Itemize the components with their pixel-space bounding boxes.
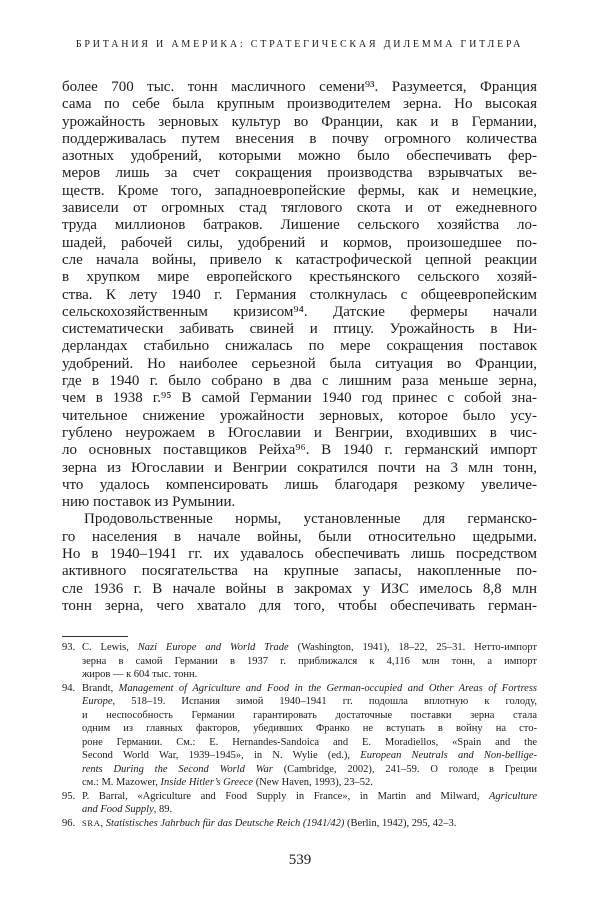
footnote-text: , <box>100 817 106 829</box>
footnote-line <box>82 668 537 682</box>
footnote-text: , 89. <box>153 804 173 815</box>
body-line: азотных удобрений, которыми можно было обеспечивать фер- <box>62 148 537 165</box>
footnote-line <box>82 682 537 696</box>
paragraph <box>62 79 537 511</box>
footnote-text: (Berlin, 1942), 295, 42–3. <box>344 817 457 829</box>
body-line: ло основных поставщиков Рейха⁹⁶. В 1940 г. германский импорт <box>62 442 537 459</box>
running-head: БРИТАНИЯ И АМЕРИКА: СТРАТЕГИЧЕСКАЯ ДИЛЕММА ГИТЛЕРА <box>75 39 524 50</box>
footnote-separator <box>62 636 128 637</box>
body-line: сельскохозяйственным кризисом⁹⁴. Датские фермеры начали <box>62 303 537 320</box>
main-text <box>62 79 537 615</box>
body-line: урожайность зерновых культур во Франции, как и в Германии, <box>62 113 537 130</box>
body-line: труда миллионов батраков. Лишение сельского хозяйства ло- <box>62 217 537 234</box>
footnote <box>62 817 537 831</box>
footnote-text: жиров — к 604 тыс. тонн. <box>82 669 198 680</box>
footnote-italic-title: Nazi Europe and World Trade <box>137 642 289 653</box>
footnote-line <box>82 722 537 736</box>
footnote-line <box>82 817 537 831</box>
body-line: зерна из Югославии и Венгрии сократился почти на 3 млн тонн, <box>62 459 537 476</box>
footnote-text: см.: M. Mazower, <box>82 777 161 788</box>
body-line: где в 1940 г. было собрано в два с лишним раза меньше зерна, <box>62 373 537 390</box>
footnote-line <box>82 655 537 669</box>
body-line: сле начала войны, привело к катастрофической цепной реакции <box>62 251 537 268</box>
footnote-text: и неспособность Германии гарантировать достаточные поставки зерна стала <box>82 709 537 721</box>
footnote-line <box>82 790 537 804</box>
footnote-italic-title: Statistisches Jahrbuch für das Deutsche Reich (1941/42) <box>105 817 345 829</box>
body-line: меров лишь за счет сокращения производства взрывчатых ве- <box>62 165 537 182</box>
footnote-italic-title: Agriculture <box>488 790 537 802</box>
body-line: нию поставок из Румынии. <box>62 494 236 511</box>
footnote-number: 96. <box>62 817 76 829</box>
footnote-italic-title: Management of Agriculture and Food in the German-occupied and Other Areas of Fortress <box>118 682 538 694</box>
footnote <box>62 790 537 817</box>
body-line: ществ. Кроме того, западноевропейские фермы, как и немецкие, <box>62 182 537 199</box>
footnote-number: 93. <box>62 642 76 653</box>
footnote <box>62 641 537 682</box>
body-line: что удалось компенсировать лишь благодаря резкому увеличе- <box>62 476 537 493</box>
footnote-line <box>82 776 537 790</box>
footnote-italic-title: and Food Supply <box>82 804 154 815</box>
footnote-line <box>82 709 537 723</box>
page-number: 539 <box>288 852 312 868</box>
body-line: чем в 1938 г.⁹⁵ В самой Германии 1940 год принес с собой зна- <box>62 390 537 407</box>
footnote-text: (New Haven, 1993), 23–52. <box>253 777 373 788</box>
footnote-line <box>82 803 537 817</box>
body-line: дерландах стабильно снижалась по мере сокращения поставок <box>62 338 537 355</box>
footnote-line <box>82 749 537 763</box>
body-line: в хрупком мире европейского крестьянского сельского хозяй- <box>62 269 537 286</box>
body-line: Продовольственные нормы, установленные для германско- <box>84 511 537 528</box>
body-line: ства. К лету 1940 г. Германия столкнулась с общеевропейским <box>62 286 537 303</box>
footnote-text: Second World War, 1939–1945», in N. Wylie (ed.), <box>82 750 361 761</box>
body-line: активного посягательства на крупные запасы, накопленные по- <box>62 563 537 580</box>
body-line: го населения в начале войны, были относительно щедрыми. <box>62 528 537 545</box>
footnote-text: , 518–19. Испания зимой 1940–1941 гг. подошла вплотную к голоду, <box>112 696 537 707</box>
body-line: зависели от огромных стад тяглового скота и от ежедневного <box>62 200 537 217</box>
body-line: поддерживалась путем внесения в почву огромного количества <box>62 130 537 147</box>
footnote-small-caps: SRA <box>82 817 101 828</box>
footnote-text: роне Германии. См.: E. Hernandes-Sandoica and E. Moradiellos, «Spain and the <box>82 736 537 748</box>
footnote-text: P. Barral, «Agriculture and Food Supply in France», in Martin and Milward, <box>82 790 489 802</box>
body-line: сле 1936 г. В начале войны в закромах у ИЗС имелось 8,8 млн <box>62 580 537 597</box>
body-line: более 700 тыс. тонн масличного семени⁹³. Разумеется, Франция <box>62 79 537 95</box>
footnote-italic-title: European Neutrals and Non-bellige- <box>360 750 538 761</box>
footnote <box>62 682 537 790</box>
footnote-text: (Cambridge, 2002), 241–59. О голоде в Греции <box>272 763 538 775</box>
body-line: сама по себе была крупным производителем зерна. Но высокая <box>62 96 537 113</box>
paragraph <box>62 511 537 615</box>
body-line: гублено неурожаем в Югославии и Венгрии, входивших в чис- <box>62 424 537 441</box>
footnote-line <box>82 695 537 709</box>
footnote-line <box>82 763 537 777</box>
footnote-italic-title: rents During the Second World War <box>82 763 273 775</box>
body-line: систематически забивать свиней и птицу. Урожайность в Ни- <box>62 321 537 338</box>
footnote-text: Brandt, <box>82 682 119 694</box>
footnote-italic-title: Europe <box>82 696 113 707</box>
footnote-text: одним из главных факторов, убедивших Франко не вступать в войну на сто- <box>82 723 537 734</box>
footnote-text: (Washington, 1941), 18–22, 25–31. Нетто-импорт <box>288 642 537 653</box>
body-line: удобрений. Но наиболее серьезной была ситуация во Франции, <box>62 355 537 372</box>
footnote-number: 94. <box>62 682 76 694</box>
body-line: тонн зерна, чего хватало для того, чтобы обеспечивать герман- <box>62 597 537 614</box>
footnote-text: зерна в самой Германии в 1937 г. приближался к 4,116 млн тонн, а импорт <box>82 655 537 667</box>
body-line: Но в 1940–1941 гг. их удавалось обеспечивать лишь посредством <box>62 546 537 563</box>
footnote-number: 95. <box>62 790 76 802</box>
footnotes <box>62 641 537 830</box>
footnote-text: C. Lewis, <box>82 642 138 653</box>
body-line: чительное снижение урожайности зерновых, которое было усу- <box>62 407 537 424</box>
footnote-line <box>82 736 537 750</box>
footnote-italic-title: Inside Hitler’s Greece <box>160 777 254 788</box>
footnote-line <box>82 641 537 655</box>
body-line: шадей, рабочей силы, удобрений и кормов, произошедшее по- <box>62 234 537 251</box>
